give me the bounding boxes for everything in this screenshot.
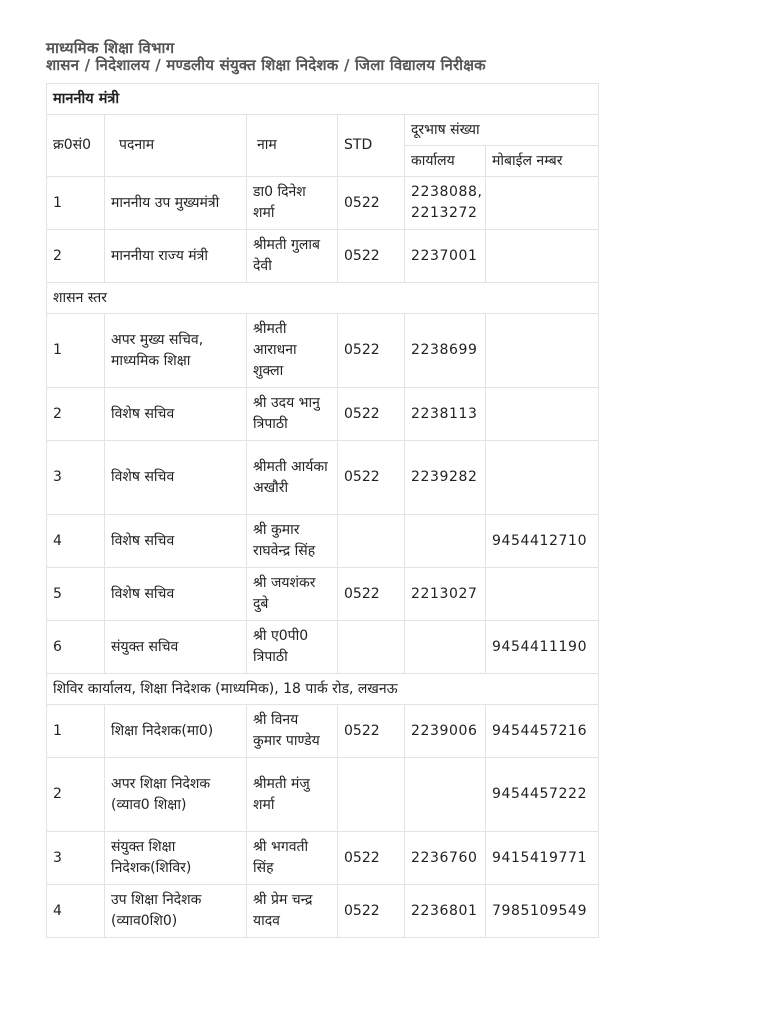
table-row: [47, 885, 599, 938]
cell-designation: अपर मुख्य सचिव, माध्यमिक शिक्षा: [105, 314, 247, 388]
cell-name: श्री जयशंकर दुबे: [247, 568, 338, 621]
cell-std: 0522: [338, 568, 405, 621]
cell-std: 0522: [338, 314, 405, 388]
cell-std: [338, 515, 405, 568]
cell-mobile: [486, 441, 599, 515]
cell-designation: शिक्षा निदेशक(मा0): [105, 705, 247, 758]
cell-office: [405, 621, 486, 674]
section-title: शिविर कार्यालय, शिक्षा निदेशक (माध्यमिक), 18 पार्क रोड, लखनऊ: [47, 674, 599, 705]
cell-sno: 3: [47, 441, 105, 515]
cell-name: श्रीमती गुलाब देवी: [247, 230, 338, 283]
hierarchy-breadcrumb: शासन / निदेशालय / मण्डलीय संयुक्त शिक्षा निदेशक / जिला विद्यालय निरीक्षक: [46, 56, 486, 74]
cell-name: श्री प्रेम चन्द्र यादव: [247, 885, 338, 938]
table-row: [47, 832, 599, 885]
cell-sno: 1: [47, 177, 105, 230]
cell-name: श्री कुमार राघवेन्द्र सिंह: [247, 515, 338, 568]
table-row: [47, 177, 599, 230]
header-office: कार्यालय: [405, 146, 486, 177]
header-mobile: मोबाईल नम्बर: [486, 146, 599, 177]
cell-name: श्री विनय कुमार पाण्डेय: [247, 705, 338, 758]
cell-sno: 2: [47, 230, 105, 283]
cell-std: 0522: [338, 230, 405, 283]
cell-mobile: [486, 388, 599, 441]
table-row: [47, 441, 599, 515]
cell-mobile: 9454412710: [486, 515, 599, 568]
cell-std: [338, 621, 405, 674]
cell-name: श्रीमती मंजु शर्मा: [247, 758, 338, 832]
cell-name: श्रीमती आर्यका अखौरी: [247, 441, 338, 515]
cell-office: 2238088, 2213272: [405, 177, 486, 230]
cell-designation: माननीया राज्य मंत्री: [105, 230, 247, 283]
table-row: [47, 568, 599, 621]
cell-designation: विशेष सचिव: [105, 568, 247, 621]
cell-mobile: 7985109549: [486, 885, 599, 938]
cell-mobile: 9454457216: [486, 705, 599, 758]
cell-name: श्री भगवती सिंह: [247, 832, 338, 885]
cell-name: श्री ए0पी0 त्रिपाठी: [247, 621, 338, 674]
cell-office: 2213027: [405, 568, 486, 621]
table-row: [47, 314, 599, 388]
cell-mobile: [486, 314, 599, 388]
cell-office: [405, 758, 486, 832]
section-row: [47, 283, 599, 314]
header-sno: क्र0सं0: [47, 115, 105, 177]
cell-sno: 4: [47, 885, 105, 938]
cell-designation: अपर शिक्षा निदेशक (व्याव0 शिक्षा): [105, 758, 247, 832]
cell-std: 0522: [338, 705, 405, 758]
cell-mobile: 9415419771: [486, 832, 599, 885]
cell-designation: विशेष सचिव: [105, 515, 247, 568]
cell-name: डा0 दिनेश शर्मा: [247, 177, 338, 230]
header-name: नाम: [247, 115, 338, 177]
cell-name: श्रीमती आराधना शुक्ला: [247, 314, 338, 388]
contact-directory-table: [46, 83, 599, 938]
cell-designation: विशेष सचिव: [105, 441, 247, 515]
cell-office: 2236760: [405, 832, 486, 885]
cell-sno: 2: [47, 388, 105, 441]
header-phone-group: दूरभाष संख्या: [405, 115, 599, 146]
section-title: शासन स्तर: [47, 283, 599, 314]
cell-sno: 1: [47, 705, 105, 758]
section-row: [47, 84, 599, 115]
table-row: [47, 388, 599, 441]
cell-mobile: [486, 568, 599, 621]
cell-sno: 6: [47, 621, 105, 674]
cell-sno: 2: [47, 758, 105, 832]
cell-office: 2239282: [405, 441, 486, 515]
cell-mobile: [486, 177, 599, 230]
section-title: [47, 84, 599, 115]
table-row: [47, 230, 599, 283]
cell-std: 0522: [338, 177, 405, 230]
cell-mobile: 9454411190: [486, 621, 599, 674]
cell-mobile: 9454457222: [486, 758, 599, 832]
cell-name: श्री उदय भानु त्रिपाठी: [247, 388, 338, 441]
cell-std: [338, 758, 405, 832]
department-title: माध्यमिक शिक्षा विभाग: [46, 39, 175, 57]
cell-office: 2239006: [405, 705, 486, 758]
cell-sno: 1: [47, 314, 105, 388]
cell-sno: 4: [47, 515, 105, 568]
table-row: [47, 621, 599, 674]
cell-designation: विशेष सचिव: [105, 388, 247, 441]
cell-designation: संयुक्त सचिव: [105, 621, 247, 674]
cell-std: 0522: [338, 388, 405, 441]
cell-sno: 5: [47, 568, 105, 621]
cell-std: 0522: [338, 885, 405, 938]
cell-office: 2238113: [405, 388, 486, 441]
cell-office: 2236801: [405, 885, 486, 938]
cell-office: [405, 515, 486, 568]
section-row: [47, 674, 599, 705]
cell-office: 2238699: [405, 314, 486, 388]
table-row: [47, 515, 599, 568]
cell-std: 0522: [338, 832, 405, 885]
cell-designation: माननीय उप मुख्यमंत्री: [105, 177, 247, 230]
cell-mobile: [486, 230, 599, 283]
cell-office: 2237001: [405, 230, 486, 283]
table-row: [47, 705, 599, 758]
header-std: STD: [338, 115, 405, 177]
section-title-text: माननीय मंत्री: [53, 90, 120, 107]
cell-sno: 3: [47, 832, 105, 885]
header-designation: पदनाम: [105, 115, 247, 177]
cell-designation: संयुक्त शिक्षा निदेशक(शिविर): [105, 832, 247, 885]
column-header-row: [47, 115, 599, 146]
cell-std: 0522: [338, 441, 405, 515]
table-row: [47, 758, 599, 832]
cell-designation: उप शिक्षा निदेशक (व्याव0शि0): [105, 885, 247, 938]
